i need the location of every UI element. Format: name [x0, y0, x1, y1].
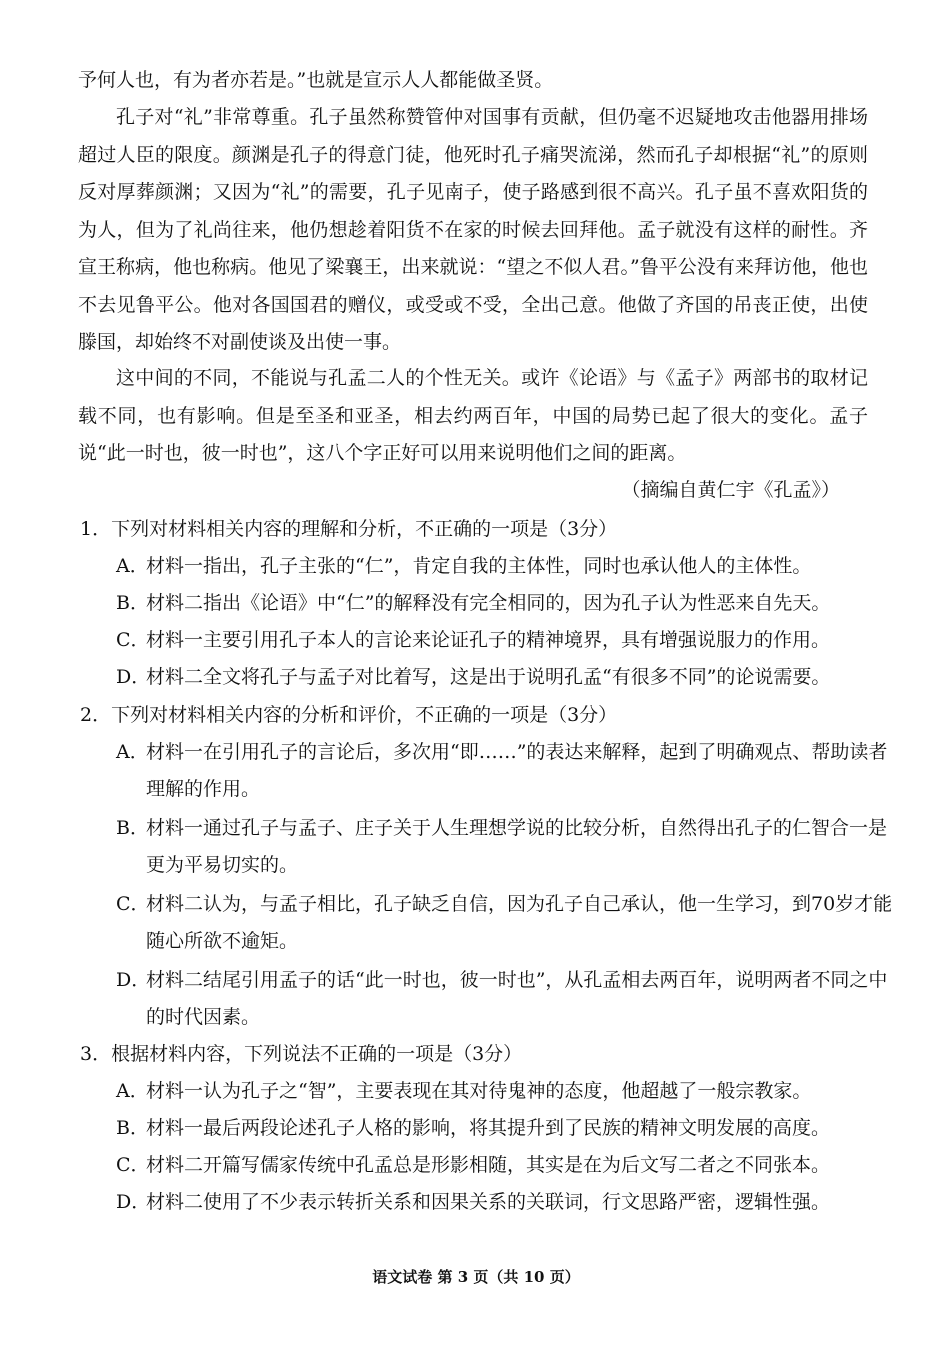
question-2-stem: 2．下列对材料相关内容的分析和评价，不正确的一项是（3分） [80, 704, 618, 726]
option-letter: B． [116, 1117, 149, 1139]
option-letter: A． [116, 1080, 149, 1102]
question-2-option-b[interactable] [116, 810, 898, 884]
passage-paragraph-1: 予何人也，有为者亦若是。”也就是宣示人人都能做圣贤。 [78, 69, 554, 91]
option-text: 材料一认为孔子之“智”，主要表现在其对待鬼神的态度，他超越了一般宗教家。 [146, 1080, 812, 1102]
option-letter: C． [116, 893, 150, 915]
option-text: 材料二开篇写儒家传统中孔孟总是形影相随，其实是在为后文写二者之不同张本。 [146, 1154, 831, 1176]
option-text: 材料二全文将孔子与孟子对比着写，这是出于说明孔孟“有很多不同”的论说需要。 [146, 666, 831, 688]
question-2-option-a[interactable] [116, 734, 898, 808]
question-1-option-a[interactable] [116, 548, 898, 585]
option-letter: B． [116, 592, 149, 614]
option-text: 材料二结尾引用孟子的话“此一时也，彼一时也”，从孔孟相去两百年，说明两者不同之中的时代因素。 [146, 969, 888, 1028]
option-letter: D． [116, 666, 151, 688]
question-3-option-b[interactable] [116, 1110, 898, 1147]
question-3-option-a[interactable] [116, 1073, 898, 1110]
option-text: 材料二指出《论语》中“仁”的解释没有完全相同的，因为孔子认为性恶来自先天。 [146, 592, 831, 614]
question-3-option-c[interactable] [116, 1147, 898, 1184]
question-2-option-d[interactable] [116, 962, 898, 1036]
option-text: 材料一在引用孔子的言论后，多次用“即……”的表达来解释，起到了明确观点、帮助读者理解的作用。 [146, 741, 888, 800]
question-1-stem: 1．下列对材料相关内容的理解和分析，不正确的一项是（3分） [80, 518, 618, 540]
passage-source: （摘编自黄仁宇《孔孟》） [621, 479, 840, 501]
option-text: 材料一主要引用孔子本人的言论来论证孔子的精神境界，具有增强说服力的作用。 [146, 629, 831, 651]
option-text: 材料一最后两段论述孔子人格的影响，将其提升到了民族的精神文明发展的高度。 [146, 1117, 831, 1139]
question-1-option-d[interactable] [116, 659, 898, 696]
passage-paragraph-3: 这中间的不同，不能说与孔孟二人的个性无关。或许《论语》与《孟子》两部书的取材记载不同，也有影响。但是至圣和亚圣，相去约两百年，中国的局势已起了很大的变化。孟子说“此一时也，彼一时也”，这八个字正好可以用来说明他们之间的距离。 [78, 367, 868, 464]
option-letter: B． [116, 817, 149, 839]
option-letter: C． [116, 629, 150, 651]
passage-paragraph-2: 孔子对“礼”非常尊重。孔子虽然称赞管仲对国事有贡献，但仍毫不迟疑地攻击他器用排场超过人臣的限度。颜渊是孔子的得意门徒，他死时孔子痛哭流涕，然而孔子却根据“礼”的原则反对厚葬颜渊；又因为“礼”的需要，孔子见南子，使子路感到很不高兴。孔子虽不喜欢阳货的为人，但为了礼尚往来，他仍想趁着阳货不在家的时候去回拜他。孟子就没有这样的耐性。齐宣王称病，他也称病。他见了梁襄王，出来就说：“望之不似人君。”鲁平公没有来拜访他，他也不去见鲁平公。他对各国国君的赠仪，或受或不受，全出己意。他做了齐国的吊丧正使，出使滕国，却始终不对副使谈及出使一事。 [78, 106, 868, 353]
option-letter: C． [116, 1154, 150, 1176]
option-letter: A． [116, 555, 149, 577]
question-1-option-c[interactable] [116, 622, 898, 659]
question-3-option-d[interactable] [116, 1184, 898, 1221]
question-3-stem: 3．根据材料内容，下列说法不正确的一项是（3分） [80, 1043, 523, 1065]
option-text: 材料二认为，与孟子相比，孔子缺乏自信，因为孔子自己承认，他一生学习，到70岁才能随心所欲不逾矩。 [146, 893, 893, 952]
option-text: 材料二使用了不少表示转折关系和因果关系的关联词，行文思路严密，逻辑性强。 [146, 1191, 831, 1213]
question-2-option-c[interactable] [116, 886, 898, 960]
option-letter: A． [116, 741, 149, 763]
option-letter: D． [116, 1191, 151, 1213]
option-letter: D． [116, 969, 151, 991]
page-footer: 语文试卷 第 3 页（共 10 页） [372, 1268, 580, 1286]
option-text: 材料一通过孔子与孟子、庄子关于人生理想学说的比较分析，自然得出孔子的仁智合一是更为平易切实的。 [146, 817, 888, 876]
question-1-option-b[interactable] [116, 585, 898, 622]
option-text: 材料一指出，孔子主张的“仁”，肯定自我的主体性，同时也承认他人的主体性。 [146, 555, 812, 577]
